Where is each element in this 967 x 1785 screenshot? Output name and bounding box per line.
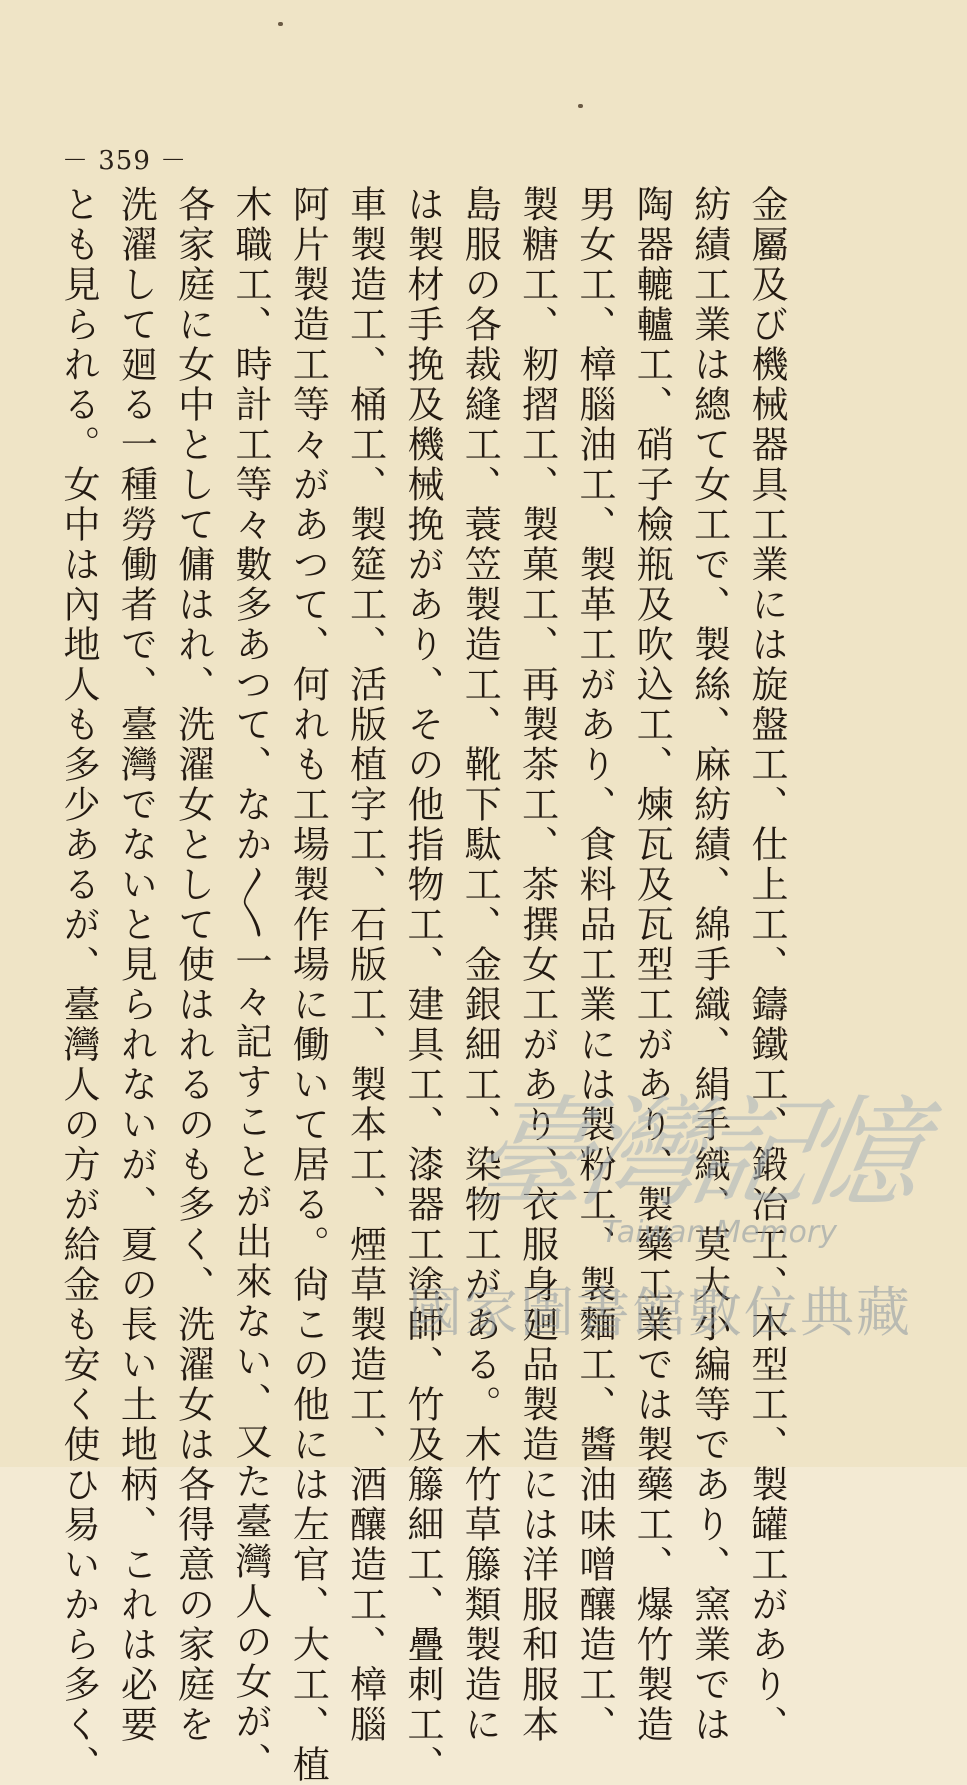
watermark-english: Taiwan Memory [601,1215,837,1250]
page-number: － 359 － [62,146,188,176]
text-column-10: 木職工、時計工等々數多あつて、なか〱一々記すことが出來ない、又た臺灣人の女が、 [228,185,272,1782]
text-column-7: は製材手挽及機械挽があり、その他指物工、建具工、漆器工塗師、竹及籐細工、疊刺工、 [400,185,444,1785]
text-column-9: 阿片製造工等々があつて、何れも工場製作場に働いて居る。尙この他には左官、大工、植 [286,185,330,1785]
text-column-5: 製糖工、籾摺工、製菓工、再製茶工、茶撰女工があり、衣服身廻品製造には洋服和服本 [515,185,559,1745]
text-column-8: 車製造工、桶工、製筵工、活版植字工、石版工、製本工、煙草製造工、酒釀造工、樟腦 [343,185,387,1745]
watermark-chinese: 國家圖書館數位典藏 [408,1281,912,1344]
text-column-3: 陶器轆轤工、硝子檢瓶及吹込工、煉瓦及瓦型工があり、製藥工業では製藥工、爆竹製造 [630,185,674,1745]
print-speck [278,22,283,26]
text-column-2: 紡績工業は總て女工で、製絲、麻紡績、綿手織、絹手織、莫大小編等であり、窯業では [687,185,731,1745]
text-column-11: 各家庭に女中として傭はれ、洗濯女として使はれるのも多く、洗濯女は各得意の家庭を [171,185,215,1745]
text-column-6: 島服の各裁縫工、蓑笠製造工、靴下駄工、金銀細工、染物工がある。木竹草籐類製造に [458,185,502,1745]
text-column-4: 男女工、樟腦油工、製革工があり、食料品工業には製粉工、製麵工、醬油味噌釀造工、 [572,185,616,1745]
print-speck [578,104,583,108]
text-column-13: とも見られる。女中は內地人も多少あるが、臺灣人の方が給金も安く使ひ易いから多く、 [57,185,100,1785]
watermark-logo: 臺灣記憶 [459,1085,925,1224]
text-column-1: 金屬及び機械器具工業には旋盤工、仕上工、鑄鐵工、鍛冶工、木型工、製罐工があり、 [744,185,788,1745]
vertical-text-block [57,185,788,1785]
text-column-12: 洗濯して廻る一種勞働者で、臺灣でないと見られないが、夏の長い土地柄、これは必要 [114,185,158,1745]
